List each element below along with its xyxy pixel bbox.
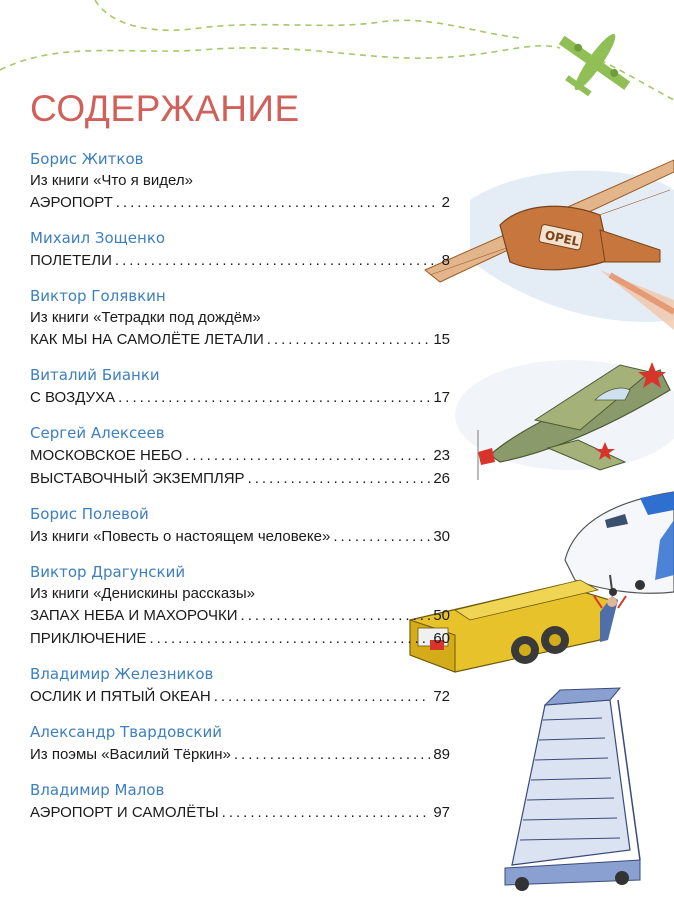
- fighter-plane-icon: [455, 360, 674, 480]
- page-number: 97: [433, 804, 450, 821]
- page-number: 2: [441, 194, 450, 211]
- dot-leader: [185, 444, 430, 467]
- toc-section: [30, 562, 450, 650]
- book-subtitle: Из книги «Тетрадки под дождём»: [30, 309, 261, 326]
- page-title: СОДЕРЖАНИЕ: [30, 88, 300, 129]
- entry-title: Из книги «Повесть о настоящем человеке»: [30, 528, 331, 545]
- toc-section: [30, 504, 450, 548]
- entry-title: ВЫСТАВОЧНЫЙ ЭКЗЕМПЛЯР: [30, 470, 245, 487]
- toc-entry[interactable]: [30, 444, 450, 467]
- page-number: 72: [433, 688, 450, 705]
- dot-leader: [234, 743, 430, 766]
- toc-section: [30, 286, 450, 351]
- toc-section: [30, 149, 450, 214]
- toc-section: [30, 780, 450, 824]
- dot-leader: [267, 328, 431, 351]
- toc-entry[interactable]: [30, 386, 450, 409]
- entry-title: С ВОЗДУХА: [30, 389, 116, 406]
- page-number: 17: [433, 389, 450, 406]
- page-number: 89: [433, 746, 450, 763]
- plane-marking: OPEL: [543, 228, 581, 249]
- author-name: Виктор Драгунский: [30, 563, 186, 581]
- author-name: Владимир Железников: [30, 665, 214, 683]
- dot-leader: [149, 627, 430, 650]
- page-number: 23: [433, 447, 450, 464]
- toc-section: [30, 664, 450, 708]
- author-name: Александр Твардовский: [30, 723, 222, 741]
- author-name: Виталий Бианки: [30, 366, 160, 384]
- toc-section: [30, 722, 450, 766]
- book-subtitle: Из книги «Что я видел»: [30, 172, 193, 189]
- table-of-contents: [30, 149, 450, 838]
- author-name: Виктор Голявкин: [30, 287, 166, 305]
- page-number: 50: [433, 607, 450, 624]
- entry-title: МОСКОВСКОЕ НЕБО: [30, 447, 183, 464]
- toc-section: [30, 365, 450, 409]
- toc-entry[interactable]: [30, 604, 450, 627]
- dot-leader: [115, 249, 439, 272]
- dot-leader: [248, 467, 431, 490]
- page-number: 8: [441, 252, 450, 269]
- entry-title: КАК МЫ НА САМОЛЁТЕ ЛЕТАЛИ: [30, 331, 264, 348]
- dot-leader: [118, 386, 430, 409]
- toc-entry[interactable]: [30, 191, 450, 214]
- entry-title: ОСЛИК И ПЯТЫЙ ОКЕАН: [30, 688, 211, 705]
- author-name: Михаил Зощенко: [30, 229, 166, 247]
- dot-leader: [214, 685, 431, 708]
- dot-leader: [116, 191, 439, 214]
- entry-title: АЭРОПОРТ: [30, 194, 113, 211]
- dot-leader: [222, 801, 431, 824]
- toc-entry[interactable]: [30, 328, 450, 351]
- page-number: 60: [433, 630, 450, 647]
- author-name: Владимир Малов: [30, 781, 165, 799]
- toc-section: [30, 228, 450, 272]
- toc-entry[interactable]: [30, 467, 450, 490]
- dot-leader: [333, 525, 430, 548]
- toc-entry[interactable]: [30, 627, 450, 650]
- page-number: 26: [433, 470, 450, 487]
- dot-leader: [241, 604, 431, 627]
- toc-entry[interactable]: [30, 801, 450, 824]
- book-subtitle: Из книги «Денискины рассказы»: [30, 585, 255, 602]
- toc-section: [30, 423, 450, 490]
- entry-title: Из поэмы «Василий Тёркин»: [30, 746, 231, 763]
- boarding-stairs-icon: [505, 688, 640, 891]
- entry-title: АЭРОПОРТ И САМОЛЁТЫ: [30, 804, 219, 821]
- entry-title: ПРИКЛЮЧЕНИЕ: [30, 630, 147, 647]
- entry-title: ЗАПАХ НЕБА И МАХОРОЧКИ: [30, 607, 238, 624]
- page-number: 15: [433, 331, 450, 348]
- author-name: Сергей Алексеев: [30, 424, 165, 442]
- author-name: Борис Полевой: [30, 505, 149, 523]
- toc-entry[interactable]: [30, 685, 450, 708]
- toc-entry[interactable]: [30, 743, 450, 766]
- page-number: 30: [433, 528, 450, 545]
- toc-entry[interactable]: [30, 249, 450, 272]
- entry-title: ПОЛЕТЕЛИ: [30, 252, 112, 269]
- author-name: Борис Житков: [30, 150, 144, 168]
- toc-entry[interactable]: [30, 525, 450, 548]
- small-plane-icon: [543, 11, 648, 113]
